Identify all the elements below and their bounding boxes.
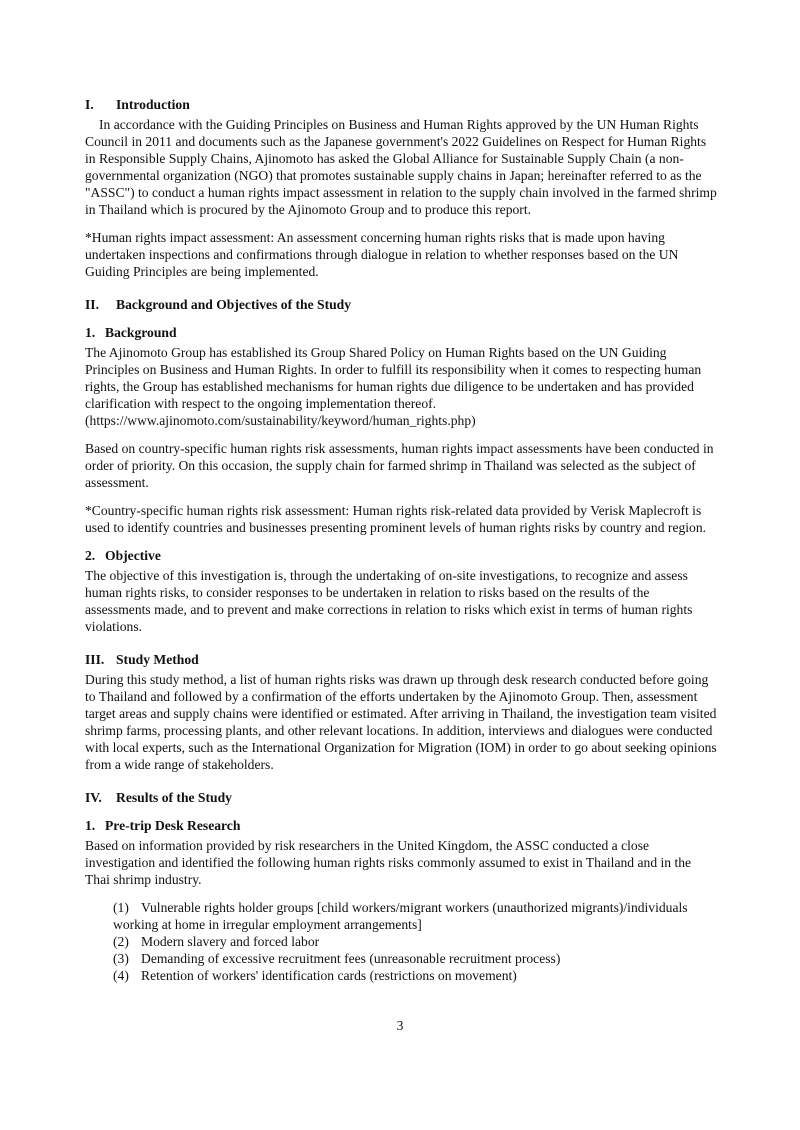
list-item-number: (4) [113,968,129,983]
list-item-text: Vulnerable rights holder groups [child workers/migrant workers (unauthorized migrants)/individuals [141,900,688,915]
subsection-heading-background [85,324,717,341]
method-paragraph: During this study method, a list of human rights risks was drawn up through desk research conducted before going to Thailand and followed by a confirmation of the efforts undertaken by the Ajinomoto Group. Then, assessment target areas and supply chains were identified or estimated. After arriving in Thailand, the investigation team visited shrimp farms, processing plants, and other relevant locations. In addition, interviews and dialogues were conducted with local experts, such as the International Organization for Migration (IOM) in order to go about seeking opinions from a wide range of stakeholders. [85,672,717,772]
risk-list [85,899,717,984]
background-paragraph-2: Based on country-specific human rights risk assessments, human rights impact assessments have been conducted in order of priority. On this occasion, the supply chain for farmed shrimp in Thailand was selected as the subject of assessment. [85,441,714,490]
objective-paragraph: The objective of this investigation is, through the undertaking of on-site investigations, to recognize and assess human rights risks, to consider responses to be undertaken in relation to risks based on the results of the assessments made, and to prevent and make corrections in relation to risks which exist in terms of human rights violations. [85,568,693,634]
subsection-title: Pre-trip Desk Research [105,818,241,833]
list-item-continuation: working at home in irregular employment arrangements] [113,917,422,932]
section-number: II. [85,297,99,312]
policy-url: (https://www.ajinomoto.com/sustainability/keyword/human_rights.php) [85,413,476,428]
list-item [113,933,717,950]
intro-note: *Human rights impact assessment: An assessment concerning human rights risks that is made upon having undertaken inspections and confirmations through dialogue in relation to whether responses based on the UN Guiding Principles are being implemented. [85,230,679,279]
subsection-title: Objective [105,548,161,563]
list-item-number: (1) [113,900,129,915]
section-title: Background and Objectives of the Study [116,297,352,312]
subsection-number: 1. [85,818,96,833]
section-heading-introduction [85,96,717,113]
intro-paragraph: In accordance with the Guiding Principles on Business and Human Rights approved by the UN Human Rights Council in 2011 and documents such as the Japanese government's 2022 Guidelines on Respect for Human Rights in Responsible Supply Chains, Ajinomoto has asked the Global Alliance for Sustainable Supply Chain (a non-governmental organization (NGO) that promotes sustainable supply chains in Japan; hereinafter referred to as the "ASSC") to conduct a human rights impact assessment in relation to the supply chain involved in the farmed shrimp in Thailand which is procured by the Ajinomoto Group and to produce this report. [85,117,717,217]
subsection-heading-objective [85,547,717,564]
background-note: *Country-specific human rights risk assessment: Human rights risk-related data provided by Verisk Maplecroft is used to identify countries and businesses presenting prominent levels of human rights risks by country and region. [85,503,707,535]
section-title: Study Method [116,652,199,667]
desk-research-paragraph: Based on information provided by risk researchers in the United Kingdom, the ASSC conducted a close investigation and identified the following human rights risks commonly assumed to exist in Thailand and in the Thai shrimp industry. [85,838,692,887]
list-item [113,967,717,984]
section-title: Introduction [116,97,190,112]
page-number: 3 [396,1018,404,1033]
section-heading-study-method [85,651,717,668]
subsection-title: Background [105,325,177,340]
section-heading-background [85,296,717,313]
list-item [113,899,717,933]
subsection-heading-desk-research [85,817,717,834]
section-number: I. [85,97,94,112]
list-item-text: Modern slavery and forced labor [141,934,320,949]
section-number: IV. [85,790,102,805]
document-page [85,96,717,984]
list-item-number: (3) [113,951,129,966]
section-title: Results of the Study [116,790,232,805]
subsection-number: 2. [85,548,96,563]
list-item-text: Demanding of excessive recruitment fees (unreasonable recruitment process) [141,951,561,966]
list-item-number: (2) [113,934,129,949]
list-item-text: Retention of workers' identification cards (restrictions on movement) [141,968,517,983]
section-heading-results [85,789,717,806]
background-paragraph: The Ajinomoto Group has established its Group Shared Policy on Human Rights based on the UN Guiding Principles on Business and Human Rights. In order to fulfill its responsibility when it comes to respecting human rights, the Group has established mechanisms for human rights due diligence to be undertaken and has provided clarification with respect to the ongoing implementation thereof. [85,345,702,411]
subsection-number: 1. [85,325,96,340]
list-item [113,950,717,967]
section-number: III. [85,652,105,667]
